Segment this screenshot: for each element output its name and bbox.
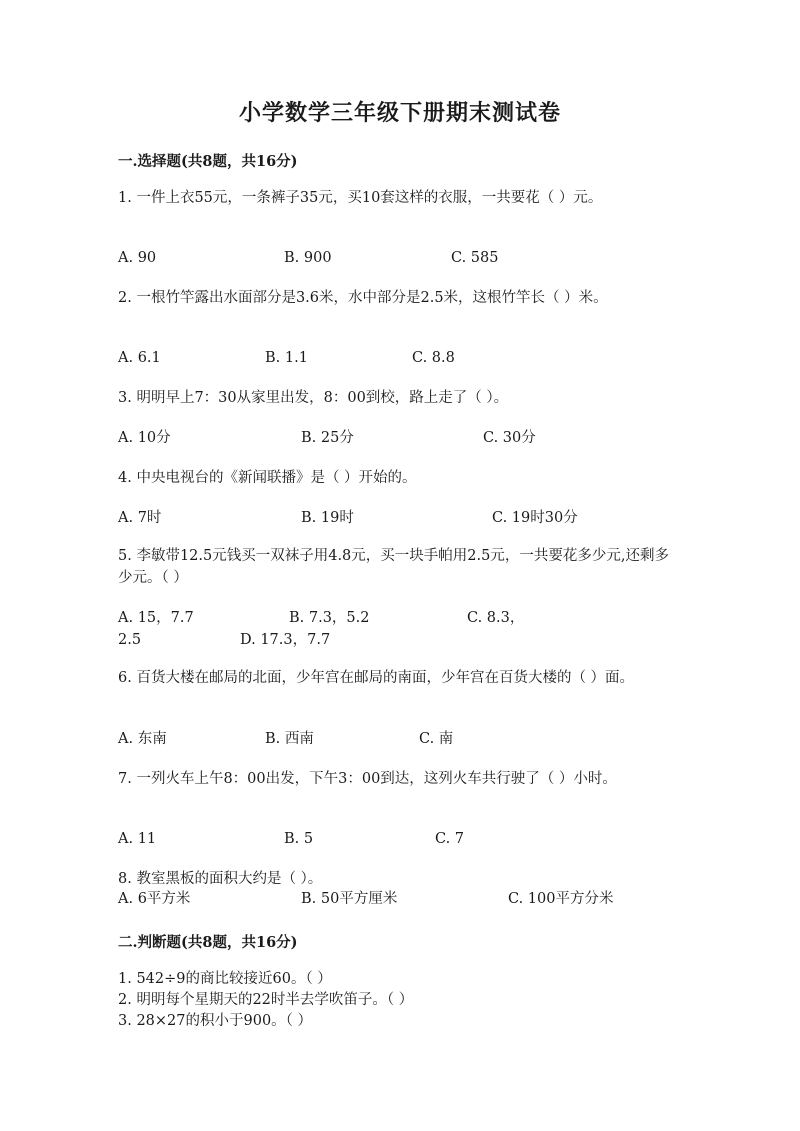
section-heading-judgement: 二.判断题(共8题，共16分)	[118, 934, 298, 951]
options-3	[118, 427, 718, 449]
options-2	[118, 347, 718, 369]
options-1	[118, 247, 718, 269]
page-title: 小学数学三年级下册期末测试卷	[238, 100, 561, 126]
option-c: C. 585	[451, 250, 499, 266]
options-8	[118, 888, 718, 910]
option-c: C. 8.3，	[467, 610, 525, 626]
option-b: B. 西南	[265, 731, 314, 747]
option-a: A. 15，7.7	[118, 610, 194, 626]
option-b: B. 900	[284, 250, 332, 266]
option-b: B. 25分	[301, 430, 354, 446]
option-c: C. 8.8	[412, 350, 455, 366]
option-b: B. 5	[284, 831, 314, 847]
options-6	[118, 728, 718, 750]
options-7	[118, 828, 718, 850]
option-c-continued: 2.5	[118, 632, 142, 648]
options-5-continued	[118, 629, 718, 651]
question-6: 6. 百货大楼在邮局的北面，少年宫在邮局的南面，少年宫在百货大楼的（ ）面。	[118, 670, 635, 686]
question-3: 3. 明明早上7：30从家里出发，8：00到校，路上走了（ ）。	[118, 390, 509, 406]
option-b: B. 7.3，5.2	[289, 610, 370, 626]
question-1: 1. 一件上衣55元，一条裤子35元，买10套这样的衣服，一共要花（ ）元。	[118, 190, 603, 206]
option-a: A. 6.1	[118, 350, 161, 366]
option-c: C. 7	[435, 831, 465, 847]
judgement-item: 2. 明明每个星期天的22时半去学吹笛子。（ ）	[118, 992, 414, 1008]
question-5: 5. 李敏带12.5元钱买一双袜子用4.8元，买一块手帕用2.5元，一共要花多少元,还剩多少元。（ ）	[118, 548, 669, 586]
option-a: A. 11	[118, 831, 157, 847]
question-4: 4. 中央电视台的《新闻联播》是（ ）开始的。	[118, 470, 417, 486]
section-heading-choice: 一.选择题(共8题，共16分)	[118, 153, 298, 170]
option-c: C. 100平方分米	[508, 891, 614, 907]
question-7: 7. 一列火车上午8：00出发，下午3：00到达，这列火车共行驶了（ ）小时。	[118, 771, 617, 787]
option-c: C. 19时30分	[492, 510, 578, 526]
option-a: A. 东南	[118, 731, 167, 747]
judgement-item: 3. 28×27的积小于900。（ ）	[118, 1013, 313, 1029]
option-a: A. 6平方米	[118, 891, 191, 907]
options-4	[118, 507, 718, 529]
option-c: C. 30分	[483, 430, 536, 446]
option-a: A. 10分	[118, 430, 171, 446]
question-8: 8. 教室黑板的面积大约是（ ）。	[118, 871, 323, 887]
option-b: B. 50平方厘米	[301, 891, 398, 907]
question-2: 2. 一根竹竿露出水面部分是3.6米，水中部分是2.5米，这根竹竿长（ ）米。	[118, 290, 608, 306]
options-5	[118, 607, 718, 629]
option-c: C. 南	[419, 731, 454, 747]
option-a: A. 7时	[118, 510, 162, 526]
option-b: B. 19时	[301, 510, 354, 526]
option-b: B. 1.1	[265, 350, 308, 366]
option-a: A. 90	[118, 250, 157, 266]
option-d: D. 17.3，7.7	[240, 632, 331, 648]
judgement-item: 1. 542÷9的商比较接近60。（ ）	[118, 971, 332, 987]
